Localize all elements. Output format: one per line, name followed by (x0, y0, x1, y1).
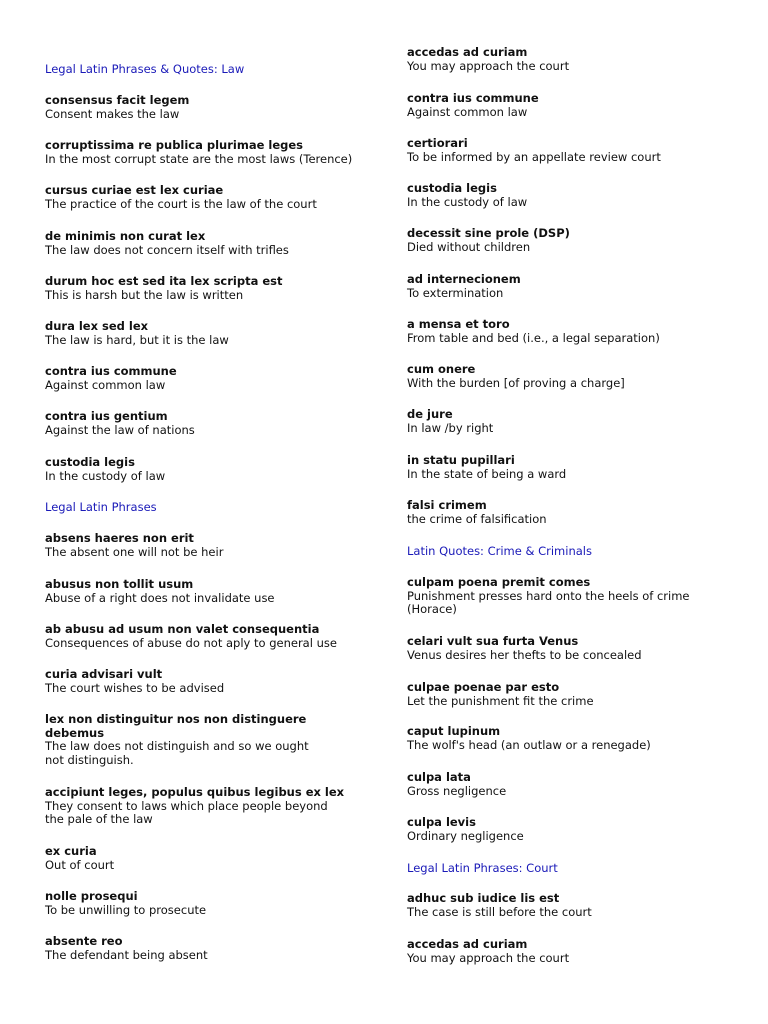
english-meaning: Consent makes the law (45, 106, 180, 121)
phrase-entry (45, 94, 189, 121)
phrase-entry (407, 227, 570, 254)
english-meaning: Died without children (407, 239, 531, 254)
latin-term: corruptissima re publica plurimae leges (45, 138, 304, 152)
latin-term: accedas ad curiam (407, 937, 528, 951)
phrase-entry (45, 786, 350, 827)
english-meaning: In the custody of law (45, 468, 166, 483)
english-meaning: Gross negligence (407, 783, 507, 798)
phrase-entry (407, 408, 493, 435)
english-meaning: The law does not distinguish and so we ought not distinguish. (45, 739, 309, 767)
english-meaning: This is harsh but the law is written (45, 287, 244, 302)
english-meaning: Abuse of a right does not invalidate use (45, 590, 275, 605)
english-meaning: The wolf's head (an outlaw or a renegade) (407, 737, 651, 752)
latin-term: custodia legis (45, 455, 135, 469)
phrase-entry (45, 668, 224, 695)
latin-term: culpa levis (407, 815, 476, 829)
latin-term: custodia legis (407, 181, 497, 195)
phrase-entry (407, 363, 625, 390)
phrase-entry (407, 273, 521, 300)
english-meaning: The defendant being absent (45, 947, 208, 962)
phrase-entry (407, 182, 527, 209)
phrase-entry (45, 713, 330, 767)
latin-term: adhuc sub iudice lis est (407, 891, 560, 905)
phrase-entry (407, 938, 569, 965)
latin-term: lex non distinguitur nos non distinguere debemus (45, 712, 307, 740)
phrase-entry (45, 139, 352, 166)
latin-term: ex curia (45, 844, 97, 858)
latin-term: absens haeres non erit (45, 531, 194, 545)
english-meaning: In the state of being a ward (407, 466, 567, 481)
english-meaning: Venus desires her thefts to be concealed (407, 647, 642, 662)
english-meaning: Against common law (407, 104, 528, 119)
latin-term: culpae poenae par esto (407, 680, 560, 694)
english-meaning: In the most corrupt state are the most laws (Terence) (45, 151, 353, 166)
latin-term: caput lupinum (407, 724, 501, 738)
english-meaning: To extermination (407, 285, 504, 300)
phrase-entry (407, 454, 566, 481)
english-meaning: To be informed by an appellate review court (407, 149, 661, 164)
latin-term: consensus facit legem (45, 93, 190, 107)
section-heading-phrases: Legal Latin Phrases (45, 500, 157, 514)
phrase-entry (407, 635, 642, 662)
english-meaning: They consent to laws which place people beyond the pale of the law (45, 798, 328, 826)
latin-term: ab abusu ad usum non valet consequentia (45, 622, 320, 636)
english-meaning: The case is still before the court (407, 904, 592, 919)
english-meaning: Out of court (45, 857, 115, 872)
phrase-entry (407, 892, 592, 919)
phrase-entry (407, 771, 506, 798)
latin-term: de jure (407, 407, 453, 421)
english-meaning: From table and bed (i.e., a legal separation) (407, 330, 660, 345)
english-meaning: Punishment presses hard onto the heels of crime (Horace) (407, 588, 690, 616)
section-heading-court: Legal Latin Phrases: Court (407, 861, 558, 875)
latin-term: certiorari (407, 136, 468, 150)
latin-term: ad internecionem (407, 272, 521, 286)
phrase-entry (45, 890, 206, 917)
english-meaning: Consequences of abuse do not aply to general use (45, 635, 337, 650)
latin-term: curia advisari vult (45, 667, 163, 681)
phrase-entry (407, 92, 539, 119)
english-meaning: In the custody of law (407, 194, 528, 209)
latin-term: absente reo (45, 934, 123, 948)
latin-term: accipiunt leges, populus quibus legibus ex lex (45, 785, 345, 799)
latin-term: contra ius gentium (45, 409, 168, 423)
latin-term: culpa lata (407, 770, 471, 784)
english-meaning: Against the law of nations (45, 422, 195, 437)
section-heading-crime: Latin Quotes: Crime & Criminals (407, 544, 592, 558)
phrase-entry (407, 137, 661, 164)
latin-term: durum hoc est sed ita lex scripta est (45, 274, 283, 288)
latin-term: falsi crimem (407, 498, 487, 512)
latin-term: decessit sine prole (DSP) (407, 226, 570, 240)
phrase-entry (407, 816, 524, 843)
phrase-entry (407, 46, 569, 73)
phrase-entry (45, 845, 114, 872)
latin-term: cursus curiae est lex curiae (45, 183, 224, 197)
english-meaning: You may approach the court (407, 950, 570, 965)
section-heading-law: Legal Latin Phrases & Quotes: Law (45, 62, 245, 76)
phrase-entry (45, 935, 208, 962)
english-meaning: The court wishes to be advised (45, 680, 225, 695)
phrase-entry (407, 725, 651, 752)
phrase-entry (407, 499, 547, 526)
latin-term: contra ius commune (407, 91, 539, 105)
phrase-entry (45, 623, 337, 650)
phrase-entry (407, 318, 660, 345)
latin-term: cum onere (407, 362, 476, 376)
english-meaning: The law is hard, but it is the law (45, 332, 229, 347)
phrase-entry (45, 532, 223, 559)
english-meaning: Let the punishment fit the crime (407, 693, 594, 708)
phrase-entry (45, 456, 165, 483)
english-meaning: The absent one will not be heir (45, 544, 224, 559)
latin-term: in statu pupillari (407, 453, 515, 467)
latin-term: de minimis non curat lex (45, 229, 206, 243)
latin-term: a mensa et toro (407, 317, 510, 331)
english-meaning: Ordinary negligence (407, 828, 524, 843)
phrase-entry (45, 320, 229, 347)
latin-term: abusus non tollit usum (45, 577, 194, 591)
phrase-entry (407, 681, 594, 708)
latin-term: contra ius commune (45, 364, 177, 378)
english-meaning: The law does not concern itself with trifles (45, 242, 289, 257)
latin-term: dura lex sed lex (45, 319, 149, 333)
english-meaning: In law /by right (407, 420, 494, 435)
phrase-entry (45, 365, 177, 392)
phrase-entry (45, 230, 289, 257)
english-meaning: With the burden [of proving a charge] (407, 375, 625, 390)
latin-term: nolle prosequi (45, 889, 138, 903)
phrase-entry (407, 576, 702, 617)
latin-term: accedas ad curiam (407, 45, 528, 59)
phrase-entry (45, 275, 282, 302)
english-meaning: The practice of the court is the law of the court (45, 196, 317, 211)
english-meaning: the crime of falsification (407, 511, 547, 526)
phrase-entry (45, 578, 275, 605)
phrase-entry (45, 410, 195, 437)
english-meaning: You may approach the court (407, 58, 570, 73)
phrase-entry (45, 184, 317, 211)
latin-term: celari vult sua furta Venus (407, 634, 579, 648)
english-meaning: To be unwilling to prosecute (45, 902, 207, 917)
latin-term: culpam poena premit comes (407, 575, 591, 589)
english-meaning: Against common law (45, 377, 166, 392)
